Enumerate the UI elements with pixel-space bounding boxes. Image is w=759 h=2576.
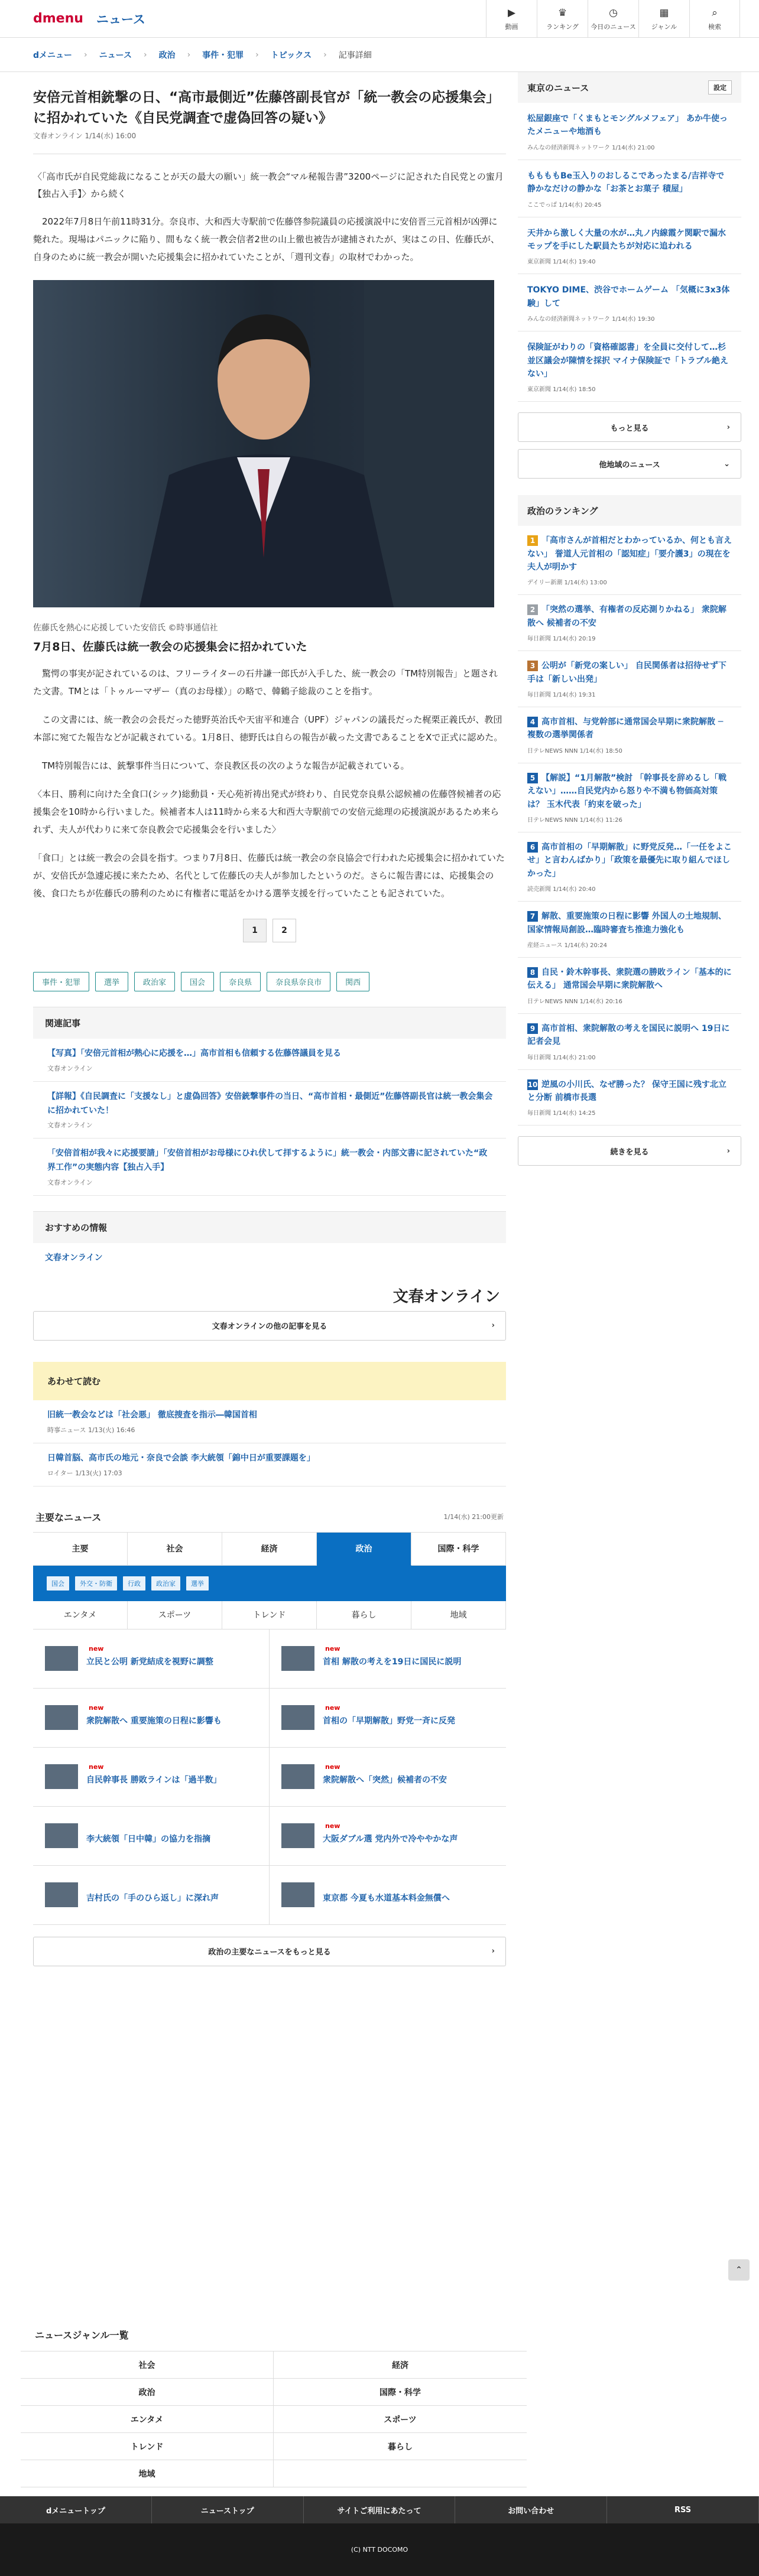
pagination xyxy=(33,919,506,942)
footer-link[interactable]: dメニュートップ xyxy=(0,2496,152,2523)
genre-item[interactable]: 地域 xyxy=(21,2460,274,2487)
ranking-item[interactable] xyxy=(518,707,741,763)
article-body xyxy=(33,665,506,902)
button-label: もっと見る xyxy=(610,424,649,433)
paragraph: 「食口」とは統一教会の会員を指す。つまり7月8日、佐藤氏は統一教会の奈良協会で行われた応援集会に招かれていたが、安倍氏が急遽応援に来たため、名代として佐藤氏の夫人が参加したというのだ。さらに報告書には、応援集会の後、食口たちが佐藤氏の勝利のために有権者に電話をかける選挙支援を行っていたことも記されていた。 xyxy=(33,853,505,899)
ranking-source: 日テレNEWS NNN 1/14(水) 20:16 xyxy=(527,998,622,1005)
tokyo-title: 保険証がわりの「資格確認書」を全員に交付して…杉並区議会が陳情を採択 マイナ保険証で「トラブル絶えない」 xyxy=(527,343,729,379)
genre-item[interactable]: 経済 xyxy=(274,2351,527,2379)
footer-link[interactable]: サイトご利用にあたって xyxy=(304,2496,456,2523)
article-lead: 〈「高市氏が自民党総裁になることが天の最大の願い」統一教会“マル秘報告書”3200ページに記された自民党との蜜月【独占入手】〉から続く xyxy=(33,171,504,199)
more-bunshun-button[interactable] xyxy=(33,1311,506,1341)
ranking-item[interactable] xyxy=(518,902,741,958)
new-badge: new xyxy=(89,1762,104,1771)
tab-trend[interactable]: トレンド xyxy=(222,1601,317,1629)
tab-life[interactable]: 暮らし xyxy=(317,1601,411,1629)
tag[interactable]: 関西 xyxy=(336,972,369,991)
new-badge: new xyxy=(89,1644,104,1653)
rank-number: 9 xyxy=(527,1023,538,1034)
major-title: 首相の「早期解散」野党一斉に反発 xyxy=(323,1716,455,1726)
tokyo-title: TOKYO DIME、渋谷でホームゲーム 「気概に3x3体験」して xyxy=(527,285,730,308)
ranking-source: 産経ニュース 1/14(水) 20:24 xyxy=(527,942,607,949)
ranking-text: 公明が「新党の案しい」 自民関係者は招待せず下手は「新しい出発」 xyxy=(527,661,726,684)
paragraph: 驚愕の事実が記されているのは、フリーライターの石井謙一郎氏が入手した、統一教会の「TM特別報告」と題された文書。TMとは「トゥルーマザー（真のお母様）」の略で、韓鶴子総裁のことを指す。 xyxy=(33,668,498,697)
ranking-source: デイリー新潮 1/14(水) 13:00 xyxy=(527,580,607,587)
ranking-item[interactable] xyxy=(518,1014,741,1070)
related-title: 【写真】「安倍元首相が熱心に応援を…」高市首相も信頼する佐藤啓議員を見る xyxy=(47,1049,341,1058)
recommend-heading: おすすめの情報 xyxy=(33,1211,506,1243)
breadcrumb-topics[interactable]: トピックス xyxy=(270,50,312,60)
subtab[interactable]: 選挙 xyxy=(186,1576,209,1591)
rank-number: 6 xyxy=(527,842,538,853)
nav-label: ジャンル xyxy=(651,22,677,31)
copyright: (C) NTT DOCOMO xyxy=(0,2523,759,2576)
genre-heading: ニュースジャンル一覧 xyxy=(21,2318,527,2351)
tokyo-item[interactable] xyxy=(518,160,741,217)
nav-search[interactable] xyxy=(689,0,740,38)
nav-label: 動画 xyxy=(505,22,518,31)
thumbnail xyxy=(281,1646,314,1671)
genre-list xyxy=(21,2318,527,2487)
major-item[interactable] xyxy=(33,1807,270,1866)
footer-link[interactable]: RSS xyxy=(607,2496,759,2523)
tokyo-more-button[interactable] xyxy=(518,412,741,442)
button-label: 続きを見る xyxy=(610,1147,649,1157)
ranking-text: 高市首相、与党幹部に通常国会早期に衆院解散 ─ 複数の選挙関係者 xyxy=(527,717,724,740)
ranking-item[interactable] xyxy=(518,595,741,651)
rank-number: 7 xyxy=(527,911,538,922)
nav-video[interactable] xyxy=(486,0,537,38)
rank-number: 10 xyxy=(527,1080,538,1089)
article-photo[interactable] xyxy=(33,280,494,607)
ranking-title xyxy=(527,659,732,686)
major-heading: 主要なニュース xyxy=(35,1511,102,1523)
ranking-text: 自民・鈴木幹事長、衆院選の勝敗ライン「基本的に伝える」 通常国会早期に衆院解散へ xyxy=(527,967,732,991)
major-item[interactable] xyxy=(270,1807,506,1866)
thumbnail xyxy=(281,1823,314,1848)
major-tabs-2 xyxy=(33,1601,506,1629)
ranking-title xyxy=(527,841,732,880)
major-time: 1/14(水) 21:00更新 xyxy=(443,1513,504,1521)
thumbnail xyxy=(45,1764,78,1789)
main-column xyxy=(33,72,506,1966)
recommend-link[interactable]: 文春オンライン xyxy=(45,1253,103,1263)
breadcrumb-news[interactable]: ニュース xyxy=(99,50,132,60)
footer-nav xyxy=(0,2496,759,2523)
related-title: 【詳報】《自民調査に「支援なし」と虚偽回答》安倍銃撃事件の当日、“高市首相・最側近”佐藤啓副長官は統一教会集会に招かれていた！ xyxy=(47,1091,493,1115)
major-title: 衆院解散へ「突然」候補者の不安 xyxy=(323,1775,447,1785)
subtab[interactable]: 外交・防衛 xyxy=(74,1576,118,1591)
also-item[interactable] xyxy=(33,1443,506,1487)
also-item[interactable] xyxy=(33,1400,506,1443)
tokyo-heading: 東京のニュース xyxy=(527,82,589,93)
genre-item[interactable]: 暮らし xyxy=(274,2433,527,2460)
ranking-item[interactable] xyxy=(518,832,741,902)
subtab[interactable]: 政治家 xyxy=(151,1576,181,1591)
ranking-source: 毎日新聞 1/14(水) 14:25 xyxy=(527,1110,596,1117)
nav-label: 今日のニュース xyxy=(591,22,636,31)
ranking-item[interactable] xyxy=(518,763,741,832)
genre-grid xyxy=(21,2351,527,2487)
article-meta: 文春オンライン 1/14(水) 16:00 xyxy=(33,132,137,140)
tokyo-source: 東京新聞 1/14(水) 18:50 xyxy=(527,386,596,393)
thumbnail xyxy=(45,1705,78,1730)
tag[interactable]: 奈良県奈良市 xyxy=(267,972,330,991)
related-item[interactable] xyxy=(33,1039,506,1082)
thumbnail xyxy=(281,1705,314,1730)
paragraph: 〈本日、勝利に向けた全食口(シック)総動員・天心苑祈祷出発式が終わり、自民党奈良県公認候補の佐藤啓候補者の応援集会を10時から行いました。候補者本人は11時から来る大和西大寺駅前での安倍元総理の応援演説があるため来られず、夫人が代わりに来て奈良教会で応援集会を行いました〉 xyxy=(33,789,501,835)
article-subheading: 7月8日、佐藤氏は統一教会の応援集会に招かれていた xyxy=(33,640,307,653)
ranking-source: 日テレNEWS NNN 1/14(水) 18:50 xyxy=(527,747,622,754)
ranking-title xyxy=(527,603,732,630)
article-title: 安倍元首相銃撃の日、“高市最側近”佐藤啓副長官が「統一教会の応援集会」に招かれていた《自民党調査で虚偽回答の疑い》 xyxy=(33,90,500,126)
ranking-more-button[interactable] xyxy=(518,1136,741,1166)
tag[interactable]: 選挙 xyxy=(95,972,128,991)
more-politics-button[interactable] xyxy=(33,1937,506,1966)
tab-world[interactable]: 国際・科学 xyxy=(411,1533,506,1566)
breadcrumb-current: 記事詳細 xyxy=(338,50,372,60)
new-badge: new xyxy=(325,1644,340,1653)
new-badge: new xyxy=(89,1703,104,1712)
tokyo-source: 東京新聞 1/14(水) 19:40 xyxy=(527,259,596,266)
ranking-title xyxy=(527,1078,732,1105)
tokyo-source: ここでっぱ 1/14(水) 20:45 xyxy=(527,201,602,209)
tag[interactable]: 事件・犯罪 xyxy=(33,972,89,991)
ranking-source: 毎日新聞 1/14(水) 20:19 xyxy=(527,636,596,643)
settings-button[interactable]: 設定 xyxy=(708,80,732,95)
ranking-title xyxy=(527,715,732,742)
paragraph: この文書には、統一教会の会長だった徳野英治氏や天宙平和連合（UPF）ジャパンの議長だった梶栗正義氏が、教団本部に宛てた報告などが記載されている。1月8日、徳野氏は自らの報告が載った文書であることをXで正式に認めた。 xyxy=(33,714,503,743)
ranking-text: 【解説】“1月解散”検討 「幹事長を辞めるし「戦えない」……自民党内から怒りや不満も物価高対策は？ 玉木代表「約束を破った」 xyxy=(527,773,727,809)
also-source: 時事ニュース 1/13(火) 16:46 xyxy=(47,1426,135,1434)
breadcrumb xyxy=(0,38,759,72)
footer-link[interactable]: ニューストップ xyxy=(152,2496,304,2523)
tag[interactable]: 奈良県 xyxy=(220,972,261,991)
thumbnail xyxy=(45,1646,78,1671)
chevron-down-icon: ⌄ xyxy=(724,459,730,469)
tokyo-item[interactable] xyxy=(518,274,741,331)
chevron-up-icon: ⌃ xyxy=(735,2265,742,2275)
genre-item[interactable]: エンタメ xyxy=(21,2406,274,2433)
ranking-item[interactable] xyxy=(518,526,741,595)
major-title: 衆院解散へ 重要施策の日程に影響も xyxy=(86,1716,222,1726)
tokyo-source: みんなの経済新聞ネットワーク 1/14(水) 19:30 xyxy=(527,316,655,323)
ranking-text: 「突然の選挙、有権者の反応測りかねる」 衆院解散へ 候補者の不安 xyxy=(527,605,726,628)
tab-region[interactable]: 地域 xyxy=(411,1601,506,1629)
tab-main[interactable]: 主要 xyxy=(33,1533,128,1566)
major-item[interactable] xyxy=(270,1629,506,1689)
search-icon: ⌕ xyxy=(712,6,718,19)
major-item[interactable] xyxy=(270,1689,506,1748)
button-label: 政治の主要なニュースをもっと見る xyxy=(208,1948,331,1957)
ranking-item[interactable] xyxy=(518,1070,741,1126)
major-title: 吉村氏の「手のひら返し」に深れ声 xyxy=(86,1894,219,1904)
major-item[interactable] xyxy=(33,1866,270,1925)
thumbnail xyxy=(281,1882,314,1907)
also-source: ロイター 1/13(火) 17:03 xyxy=(47,1469,122,1477)
new-badge: new xyxy=(325,1822,340,1830)
new-badge: new xyxy=(325,1762,340,1771)
chevron-right-icon: › xyxy=(726,422,730,432)
major-title: 立民と公明 新党結成を視野に調整 xyxy=(86,1657,213,1667)
major-item[interactable] xyxy=(33,1689,270,1748)
header xyxy=(0,0,759,38)
subtab[interactable]: 国会 xyxy=(46,1576,70,1591)
genre-item[interactable]: 国際・科学 xyxy=(274,2379,527,2406)
play-icon: ▶ xyxy=(507,6,516,19)
chevron-right-icon: › xyxy=(187,50,191,60)
rank-number: 2 xyxy=(527,604,538,615)
nav-label: ランキング xyxy=(546,22,579,31)
tab-politics[interactable]: 政治 xyxy=(317,1533,411,1566)
chevron-right-icon: › xyxy=(143,50,147,60)
tag[interactable]: 国会 xyxy=(181,972,214,991)
header-nav xyxy=(486,0,740,38)
sub-tabs xyxy=(33,1566,506,1601)
dmenu-logo[interactable]: dmenu xyxy=(33,11,83,26)
ranking-title xyxy=(527,1022,732,1049)
tokyo-news-header xyxy=(518,72,741,103)
rank-number: 3 xyxy=(527,661,538,671)
related-heading: 関連記事 xyxy=(33,1007,506,1039)
tokyo-item[interactable] xyxy=(518,103,741,160)
nav-ranking[interactable] xyxy=(537,0,588,38)
rank-number: 4 xyxy=(527,717,538,727)
ranking-title xyxy=(527,966,732,993)
tag-list xyxy=(33,972,506,991)
tokyo-title: ももももBe玉入りのおしるこであったまる/吉祥寺で静かなだけの静かな「お茶とお菓子 積屋」 xyxy=(527,171,725,194)
chevron-right-icon: › xyxy=(323,50,327,60)
rank-number: 8 xyxy=(527,967,538,978)
major-title: 大阪ダブル選 党内外で冷ややかな声 xyxy=(323,1835,458,1845)
breadcrumb-crime[interactable]: 事件・犯罪 xyxy=(202,50,244,60)
ranking-source: 日テレNEWS NNN 1/14(水) 11:26 xyxy=(527,817,622,824)
photo-caption: 佐藤氏を熱心に応援していた安倍氏 ©時事通信社 xyxy=(33,623,218,633)
tokyo-title: 松屋銀座で「くまもとモングルメフェア」 あか牛使ったメニューや地酒も xyxy=(527,114,728,137)
major-item[interactable] xyxy=(33,1629,270,1689)
clock-icon: ◷ xyxy=(609,6,618,19)
chevron-right-icon: › xyxy=(491,1321,495,1331)
also-title: 日韓首脳、高市氏の地元・奈良で会談 李大統領「錦中日が重要課題を」 xyxy=(47,1453,315,1463)
major-title: 東京都 今夏も水道基本料金無償へ xyxy=(323,1894,450,1904)
ranking-title xyxy=(527,772,732,811)
also-title: 旧統一教会などは「社会悪」 徹底捜査を指示―韓国首相 xyxy=(47,1410,257,1420)
tokyo-item[interactable] xyxy=(518,217,741,275)
article-body xyxy=(33,213,506,266)
tokyo-title: 天井から激しく大量の水が…丸ノ内線霞ケ関駅で漏水 モップを手にした駅員たちが対応に追われる xyxy=(527,228,726,251)
ranking-title xyxy=(527,910,732,936)
ranking-heading: 政治のランキング xyxy=(527,505,598,516)
major-item[interactable] xyxy=(270,1866,506,1925)
tab-sports[interactable]: スポーツ xyxy=(128,1601,222,1629)
major-title: 首相 解散の考えを19日に国民に説明 xyxy=(323,1657,462,1667)
scroll-top-button[interactable] xyxy=(728,2259,750,2281)
nav-genre[interactable] xyxy=(638,0,689,38)
news-logo[interactable]: ニュース xyxy=(96,12,145,27)
ranking-item[interactable] xyxy=(518,958,741,1014)
major-grid xyxy=(33,1629,506,1925)
rank-number: 5 xyxy=(527,773,538,783)
ranking-text: 高市首相の「早期解散」に野党反発…「一任をよこせ」と言わんばかり」「政策を最優先に取り組んでほしかった」 xyxy=(527,842,732,879)
thumbnail xyxy=(45,1882,78,1907)
major-header xyxy=(33,1510,506,1524)
ranking-source: 毎日新聞 1/14(水) 21:00 xyxy=(527,1054,596,1061)
nav-today[interactable] xyxy=(588,0,638,38)
major-item[interactable] xyxy=(270,1748,506,1807)
related-item[interactable] xyxy=(33,1139,506,1196)
paragraph: 2022年7月8日午前11時31分。奈良市、大和西大寺駅前で佐藤啓参院議員の応援演説中に安倍晋三元首相が凶弾に斃れた。現場はパニックに陥り、間もなく統一教会信者2世の山上徹也被告が逮捕されたが、実はこの日、佐藤氏が、自身のために統一教会が開いた応援集会に招かれていたことが、「週刊文春」の取材でわかった。 xyxy=(33,216,499,262)
tag[interactable]: 政治家 xyxy=(134,972,175,991)
tab-economy[interactable]: 経済 xyxy=(222,1533,317,1566)
bunshun-logo: 文春オンライン xyxy=(393,1287,500,1306)
major-title: 李大統領「日中韓」の協力を指摘 xyxy=(86,1835,210,1845)
related-item[interactable] xyxy=(33,1082,506,1139)
photo-illustration xyxy=(33,280,494,607)
button-label: 文春オンラインの他の記事を見る xyxy=(212,1322,327,1332)
major-title: 自民幹事長 勝敗ラインは「過半数」 xyxy=(86,1775,222,1785)
crown-icon: ♛ xyxy=(557,6,567,19)
other-region-button[interactable] xyxy=(518,449,741,479)
tokyo-source: みんなの経済新聞ネットワーク 1/14(水) 21:00 xyxy=(527,144,655,151)
breadcrumb-dmenu[interactable]: dメニュー xyxy=(33,50,73,60)
ranking-list xyxy=(518,526,741,1126)
also-read-heading: あわせて読む xyxy=(33,1362,506,1400)
ranking-text: 高市首相、衆院解散の考えを国民に説明へ 19日に記者会見 xyxy=(527,1023,730,1047)
chevron-right-icon: › xyxy=(726,1146,730,1156)
subtab[interactable]: 行政 xyxy=(122,1576,146,1591)
chevron-right-icon: › xyxy=(84,50,87,60)
rank-number: 1 xyxy=(527,535,538,546)
related-source: 文春オンライン xyxy=(47,1178,93,1186)
page-2[interactable]: 2 xyxy=(273,919,296,942)
related-source: 文春オンライン xyxy=(47,1064,93,1072)
tab-society[interactable]: 社会 xyxy=(128,1533,222,1566)
genre-item[interactable]: スポーツ xyxy=(274,2406,527,2433)
ranking-text: 解散、重要施策の日程に影響 外国人の土地規制、国家情報局創設…臨時審査ち推進力強化も xyxy=(527,912,726,935)
footer-link[interactable]: お問い合わせ xyxy=(455,2496,607,2523)
thumbnail xyxy=(45,1823,78,1848)
sidebar xyxy=(518,72,741,1166)
ranking-source: 毎日新聞 1/14(水) 19:31 xyxy=(527,692,596,699)
genre-item[interactable]: 社会 xyxy=(21,2351,274,2379)
ranking-header xyxy=(518,495,741,526)
tab-entertainment[interactable]: エンタメ xyxy=(33,1601,128,1629)
chevron-right-icon: › xyxy=(491,1947,495,1956)
page-1[interactable]: 1 xyxy=(243,919,267,942)
genre-item[interactable]: 政治 xyxy=(21,2379,274,2406)
breadcrumb-politics[interactable]: 政治 xyxy=(158,50,176,60)
button-label: 他地域のニュース xyxy=(599,460,660,470)
genre-item[interactable]: トレンド xyxy=(21,2433,274,2460)
ranking-title xyxy=(527,534,732,574)
ranking-text: 逆風の小川氏、なぜ勝った？ 保守王国に残す北立と分断 前橋市長選 xyxy=(527,1079,726,1102)
thumbnail xyxy=(281,1764,314,1789)
related-source: 文春オンライン xyxy=(47,1121,93,1130)
major-item[interactable] xyxy=(33,1748,270,1807)
ranking-source: 読売新聞 1/14(水) 20:40 xyxy=(527,886,596,893)
major-tabs xyxy=(33,1532,506,1566)
new-badge: new xyxy=(325,1703,340,1712)
paragraph: TM特別報告には、銃撃事件当日について、奈良教区長の次のような報告が記載されている。 xyxy=(42,760,410,771)
chevron-right-icon: › xyxy=(255,50,259,60)
genre-item-empty xyxy=(274,2460,527,2487)
ranking-item[interactable] xyxy=(518,651,741,707)
tokyo-item[interactable] xyxy=(518,331,741,402)
ranking-text: 「高市さんが首相だとわかっているか、何とも言えない」 誉道人元首相の「認知症」「要介護3」の現在を夫人が明かす xyxy=(527,536,732,573)
grid-icon: ▦ xyxy=(659,6,669,19)
nav-label: 検索 xyxy=(708,22,721,31)
related-title: 「安倍首相が我々に応援要請」「安倍首相がお母様にひれ伏して拝するように」統一教会・内部文書に記されていた“政界工作”の実態内容【独占入手】 xyxy=(47,1149,488,1173)
